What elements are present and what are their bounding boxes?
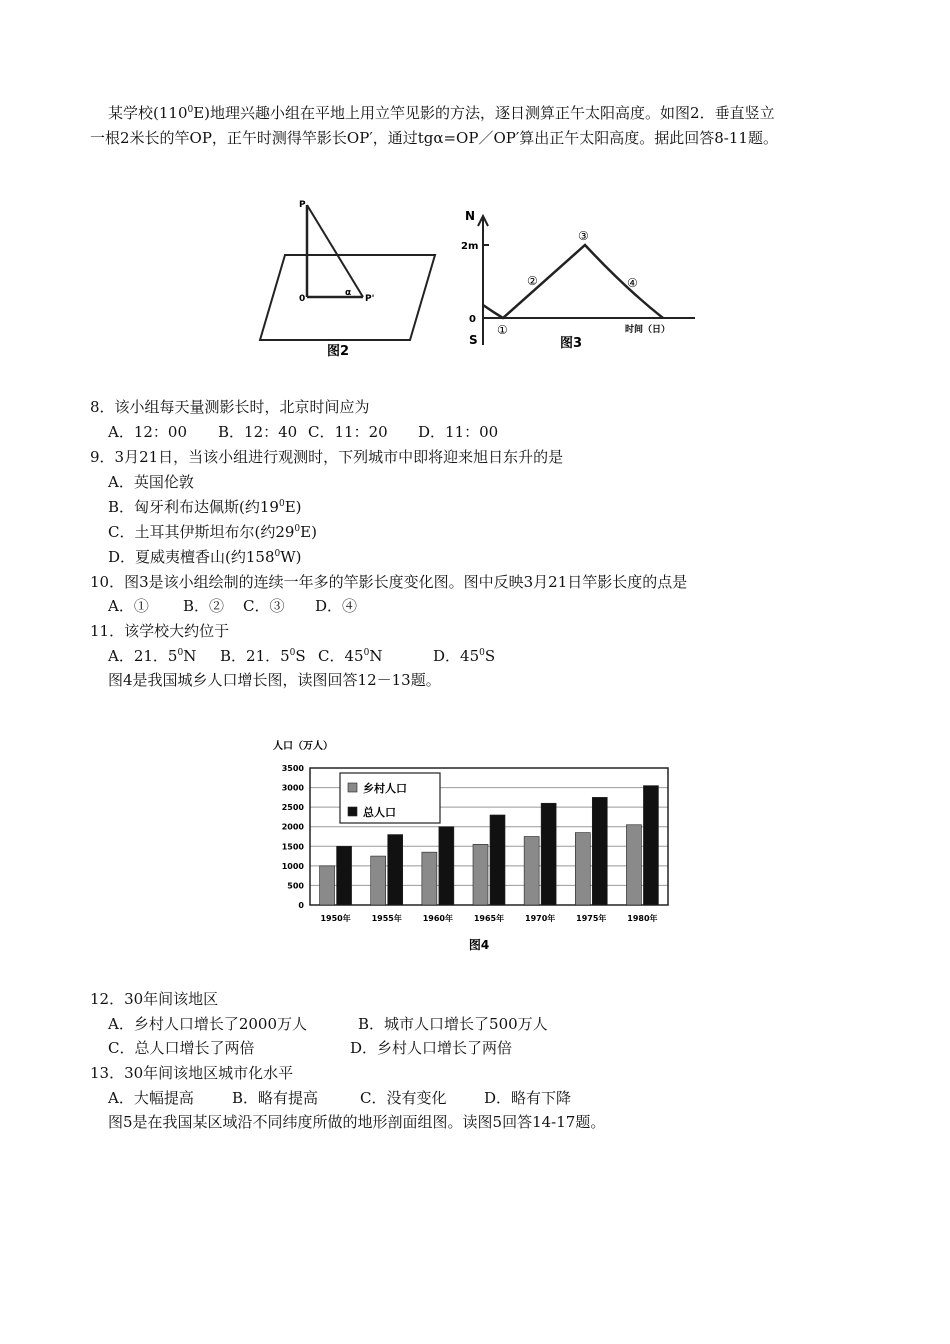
bar-rural-4 bbox=[524, 837, 539, 906]
y-tick-label: 1000 bbox=[281, 861, 304, 871]
y-tick-label: 3500 bbox=[281, 764, 304, 773]
q10-option-d[interactable]: D．④ bbox=[315, 597, 358, 615]
y-tick-label: 0 bbox=[298, 901, 304, 910]
figure-4-chart bbox=[265, 735, 685, 955]
label-p-prime: P' bbox=[365, 294, 375, 304]
legend-label: 总人口 bbox=[363, 806, 396, 819]
bar-total-2 bbox=[439, 827, 454, 905]
q11-options bbox=[108, 646, 495, 666]
fig5-intro: 图5是在我国某区域沿不同纬度所做的地形剖面组图。读图5回答14-17题。 bbox=[108, 1113, 606, 1131]
legend-swatch bbox=[348, 807, 357, 816]
bar-rural-3 bbox=[473, 844, 488, 905]
point-1: ① bbox=[497, 323, 508, 337]
q9-option-a[interactable]: A．英国伦敦 bbox=[108, 473, 194, 491]
q11-option-b[interactable]: B．21．$5^0S$ bbox=[220, 647, 306, 665]
q10-option-c[interactable]: C．③ bbox=[243, 597, 285, 615]
fig4-caption: 图4 bbox=[468, 938, 490, 952]
q10-options bbox=[108, 596, 357, 616]
bar-rural-2 bbox=[422, 852, 437, 905]
q8-option-d[interactable]: D．11：00 bbox=[418, 423, 499, 441]
y-tick-label: 2500 bbox=[281, 803, 304, 813]
fig2-caption: 图2 bbox=[327, 344, 350, 359]
fig4-intro: 图4是我国城乡人口增长图，读图回答12－13题。 bbox=[108, 671, 441, 689]
legend-label: 乡村人口 bbox=[363, 782, 407, 795]
y-tick-label: 3000 bbox=[281, 783, 304, 793]
label-o: 0 bbox=[299, 294, 306, 304]
q12-stem: 12．30年间该地区 bbox=[90, 990, 219, 1008]
q10-option-a[interactable]: A．① bbox=[108, 597, 149, 615]
q12-options-row2 bbox=[108, 1038, 512, 1058]
q8-options bbox=[108, 422, 498, 442]
y-tick-label: 1500 bbox=[281, 842, 304, 852]
bar-total-5 bbox=[592, 797, 607, 905]
bar-rural-5 bbox=[575, 833, 590, 905]
sun-ray bbox=[307, 205, 363, 297]
figure-3 bbox=[455, 200, 700, 360]
q11-option-d[interactable]: D．$45^0S$ bbox=[433, 647, 496, 665]
x-tick-label: 1975年 bbox=[576, 914, 607, 923]
y-axis-label: 人口（万人） bbox=[273, 741, 333, 752]
q12-option-c[interactable]: C．总人口增长了两倍 bbox=[108, 1039, 255, 1057]
q13-option-b[interactable]: B．略有提高 bbox=[232, 1089, 319, 1107]
point-4: ④ bbox=[627, 276, 638, 290]
bar-total-3 bbox=[490, 815, 505, 905]
q10-option-b[interactable]: B．② bbox=[183, 597, 225, 615]
x-tick-label: 1955年 bbox=[371, 914, 402, 923]
intro-line-1: 某学校$(110^0E)$地理兴趣小组在平地上用立竿见影的方法，逐日测算正午太阳高度。如图2．垂直竖立 bbox=[108, 104, 775, 122]
q13-option-a[interactable]: A．大幅提高 bbox=[108, 1089, 194, 1107]
label-2m: 2m bbox=[461, 241, 479, 252]
q11-stem: 11．该学校大约位于 bbox=[90, 622, 230, 640]
bar-total-6 bbox=[643, 786, 658, 905]
bar-rural-1 bbox=[371, 856, 386, 905]
q13-stem: 13．30年间该地区城市化水平 bbox=[90, 1064, 294, 1082]
bar-total-1 bbox=[388, 835, 403, 905]
bar-total-0 bbox=[337, 846, 352, 905]
x-tick-label: 1950年 bbox=[320, 914, 351, 923]
x-tick-label: 1960年 bbox=[422, 914, 453, 923]
label-s: S bbox=[469, 333, 478, 347]
q8-stem: 8．该小组每天量测影长时，北京时间应为 bbox=[90, 398, 370, 416]
x-tick-label: 1965年 bbox=[473, 914, 505, 923]
fig3-caption: 图3 bbox=[560, 336, 583, 351]
q11-option-c[interactable]: C．$45^0N$ bbox=[318, 647, 383, 665]
q11-option-a[interactable]: A．21．$5^0N$ bbox=[108, 647, 197, 665]
x-tick-label: 1970年 bbox=[525, 914, 556, 923]
label-n: N bbox=[465, 209, 476, 223]
bar-rural-0 bbox=[320, 866, 335, 905]
label-alpha: α bbox=[345, 288, 352, 298]
q13-option-d[interactable]: D．略有下降 bbox=[484, 1089, 572, 1107]
q9-stem: 9．3月21日，当该小组进行观测时，下列城市中即将迎来旭日东升的是 bbox=[90, 448, 564, 466]
y-tick-label: 2000 bbox=[281, 822, 304, 832]
q9-option-d[interactable]: D．夏威夷檀香山(约$158^0W$) bbox=[108, 548, 302, 566]
q8-option-c[interactable]: C．11：20 bbox=[308, 423, 388, 441]
intro-line-2: 一根2米长的竿OP，正午时测得竿影长OP′，通过tgα=OP／OP′算出正午太阳高度。据此回答8-11题。 bbox=[90, 129, 778, 147]
label-zero: 0 bbox=[469, 314, 476, 325]
label-time: 时间（日） bbox=[625, 325, 671, 335]
bar-total-4 bbox=[541, 803, 556, 905]
q8-option-a[interactable]: A．12：00 bbox=[108, 423, 188, 441]
q12-options-row1 bbox=[108, 1014, 548, 1034]
q12-option-d[interactable]: D．乡村人口增长了两倍 bbox=[350, 1039, 513, 1057]
point-3: ③ bbox=[578, 229, 589, 243]
q9-option-c[interactable]: C．土耳其伊斯坦布尔(约$29^0E$) bbox=[108, 523, 317, 541]
x-tick-label: 1980年 bbox=[627, 914, 658, 923]
legend-swatch bbox=[348, 783, 357, 792]
q12-option-b[interactable]: B．城市人口增长了500万人 bbox=[358, 1015, 548, 1033]
label-p: P bbox=[299, 200, 306, 210]
bar-rural-6 bbox=[626, 825, 641, 905]
q13-options bbox=[108, 1088, 571, 1108]
q13-option-c[interactable]: C．没有变化 bbox=[360, 1089, 447, 1107]
q10-stem: 10．图3是该小组绘制的连续一年多的竿影长度变化图。图中反映3月21日竿影长度的点是 bbox=[90, 573, 688, 591]
q9-option-b[interactable]: B．匈牙利布达佩斯(约$19^0E$) bbox=[108, 498, 302, 516]
q8-option-b[interactable]: B．12：40 bbox=[218, 423, 298, 441]
point-2: ② bbox=[527, 274, 538, 288]
figure-2 bbox=[255, 195, 445, 365]
y-tick-label: 500 bbox=[287, 881, 304, 891]
q12-option-a[interactable]: A．乡村人口增长了2000万人 bbox=[108, 1015, 308, 1033]
